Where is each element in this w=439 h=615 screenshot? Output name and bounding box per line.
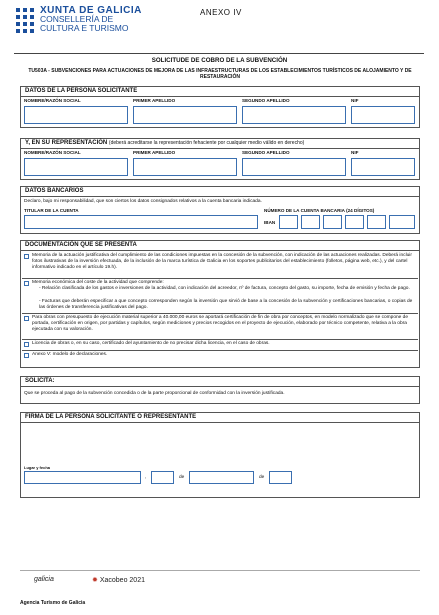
iban-group-2[interactable] xyxy=(301,215,320,229)
apellido2-input[interactable] xyxy=(242,106,346,124)
representacion-heading: Y, EN SU REPRESENTACIÓN xyxy=(25,140,108,146)
lugar-input[interactable] xyxy=(24,471,141,484)
iban-group-4[interactable] xyxy=(345,215,364,229)
iban-label: IBAN xyxy=(264,220,276,225)
iban-group-5[interactable] xyxy=(367,215,386,229)
rep-nif-input[interactable] xyxy=(351,158,415,176)
label-titular: TITULAR DE LA CUENTA xyxy=(24,208,79,213)
label-apellido2: SEGUNDO APELLIDO xyxy=(242,98,290,103)
checkbox-certificacion-obra[interactable] xyxy=(24,316,29,321)
label-apellido1: PRIMER APELLIDO xyxy=(133,150,176,155)
doc-item-5: Anexo V: modelo de declaraciones. xyxy=(32,352,108,357)
comma-separator: , xyxy=(145,475,147,480)
representacion-note: (deberá acreditarse la representación fehaciente por cualquier medio válido en derecho) xyxy=(108,140,305,146)
section-bancarios xyxy=(20,186,420,234)
xacobeo-icon: ✹ xyxy=(92,577,98,584)
mes-input[interactable] xyxy=(189,471,254,484)
section-representacion xyxy=(20,138,420,180)
xacobeo-logo xyxy=(92,576,145,584)
doc-item-3: Para obras con presupuesto de ejecución material superior a 40.000,00 euros se aportará certificación de fin de obra por conceptos, en modelo normalizado que se compone de portada, certificación en origen, por partidas y capítulos, según mediciones y precios recogidos en el proyecto de ejecución, elaborado por técnico competente, relativa a la obra ejecutada con su valoración. xyxy=(32,315,408,332)
doc-item-2b: - Facturas que deberán especificar a que concepto corresponden según la inversión que sirvió de base a la concesión de la subvención y certificaciones bancarias, o copias de las órdenes de transferencia justificativas del pago. xyxy=(39,299,413,310)
org-name xyxy=(40,6,142,33)
iban-group-6[interactable] xyxy=(389,215,415,229)
section-solicitante xyxy=(20,86,420,128)
document-title: SOLICITUDE DE COBRO DE LA SUBVENCIÓN xyxy=(151,57,288,64)
label-nif: NIF xyxy=(351,150,359,155)
xunta-logo-icon xyxy=(14,6,36,36)
bank-declaration: Declaro, bajo mi responsabilidad, que son ciertos los datos consignados relativos a la cuenta bancaria indicada. xyxy=(24,199,262,204)
section-solicita xyxy=(20,376,420,404)
nombre-input[interactable] xyxy=(24,106,128,124)
ano-input[interactable] xyxy=(269,471,292,484)
label-nif: NIF xyxy=(351,98,359,103)
label-nombre: NOMBRE/RAZÓN SOCIAL xyxy=(24,98,81,103)
doc-item-1: Memoria de la actuación justificativa del cumplimiento de las condiciones impuestas en la concesión de la subvención, con indicación de las actuaciones realizadas. Deberá incluir fotos ilustrativas de la inversión efectuada, de la inclusión de la marca turística de Galicia en los soportes publicitarios del establecimiento (folletos, página web, etc.), y del cartel informativo indicado en el artículo 19.h). xyxy=(32,253,412,270)
dia-input[interactable] xyxy=(151,471,174,484)
org-line1: XUNTA DE GALICIA xyxy=(40,5,142,16)
section-heading: DOCUMENTACIÓN QUE SE PRESENTA xyxy=(25,242,137,248)
apellido1-input[interactable] xyxy=(133,106,237,124)
section-firma xyxy=(20,412,420,498)
checkbox-memoria-actuacion[interactable] xyxy=(24,254,29,259)
de-label-2: de xyxy=(259,475,265,480)
org-line3: CULTURA E TURISMO xyxy=(40,23,129,33)
rep-apellido2-input[interactable] xyxy=(242,158,346,176)
xacobeo-logo-text: Xacobeo 2021 xyxy=(99,577,145,584)
section-heading: DATOS DE LA PERSONA SOLICITANTE xyxy=(25,88,138,94)
checkbox-memoria-economica[interactable] xyxy=(24,281,29,286)
label-apellido1: PRIMER APELLIDO xyxy=(133,98,176,103)
section-documentacion xyxy=(20,240,420,368)
section-heading: FIRMA DE LA PERSONA SOLICITANTE O REPRESENTANTE xyxy=(25,414,197,420)
checkbox-licencia-obras[interactable] xyxy=(24,342,29,347)
document-subtitle: TU503A - SUBVENCIONES PARA ACTUACIONES DE MEJORA DE LAS INFRAESTRUCTURAS DE LOS ESTABLECIMIENTOS TURÍSTICOS DE ALOJAMIENTO Y DE RESTAURACIÓN xyxy=(28,68,412,81)
galicia-logo-text: galicia xyxy=(34,576,54,583)
header-divider xyxy=(14,53,424,54)
footer-divider xyxy=(20,570,420,571)
annex-label: ANEXO IV xyxy=(200,8,242,17)
section-heading xyxy=(25,140,304,146)
rep-apellido1-input[interactable] xyxy=(133,158,237,176)
label-apellido2: SEGUNDO APELLIDO xyxy=(242,150,290,155)
solicita-text: Que se proceda al pago de la subvención concedida o de la parte proporcional de conformidad con la inversión justificada. xyxy=(24,391,285,396)
rep-nombre-input[interactable] xyxy=(24,158,128,176)
doc-item-2a: - Relación clasificada de los gastos e inversiones de la actividad, con indicación del acreedor, nº de factura, concepto del gasto, su importe, fecha de emisión y fecha de pago. xyxy=(39,286,410,291)
label-numero-cuenta: NÚMERO DE LA CUENTA BANCARIA (24 DÍGITOS) xyxy=(264,208,375,213)
iban-group-1[interactable] xyxy=(279,215,298,229)
doc-item-2-intro: Memoria económica del coste de la actividad que comprende: xyxy=(32,280,164,285)
titular-input[interactable] xyxy=(24,215,258,229)
de-label-1: de xyxy=(179,475,185,480)
section-heading: DATOS BANCARIOS xyxy=(25,188,84,194)
org-line2: CONSELLERÍA DE xyxy=(40,14,114,24)
section-heading: SOLICITA: xyxy=(25,378,55,384)
doc-item-4: Licencia de obras o, en su caso, certificado del ayuntamiento de no precisar dicha licencia, en el caso de obras. xyxy=(32,341,270,346)
lugar-fecha-label: Lugar y fecha xyxy=(24,465,51,470)
nif-input[interactable] xyxy=(351,106,415,124)
label-nombre: NOMBRE/RAZÓN SOCIAL xyxy=(24,150,81,155)
galicia-logo xyxy=(34,576,54,583)
iban-group-3[interactable] xyxy=(323,215,342,229)
agency-name: Agencia Turismo de Galicia xyxy=(20,600,86,606)
checkbox-anexo-v[interactable] xyxy=(24,353,29,358)
